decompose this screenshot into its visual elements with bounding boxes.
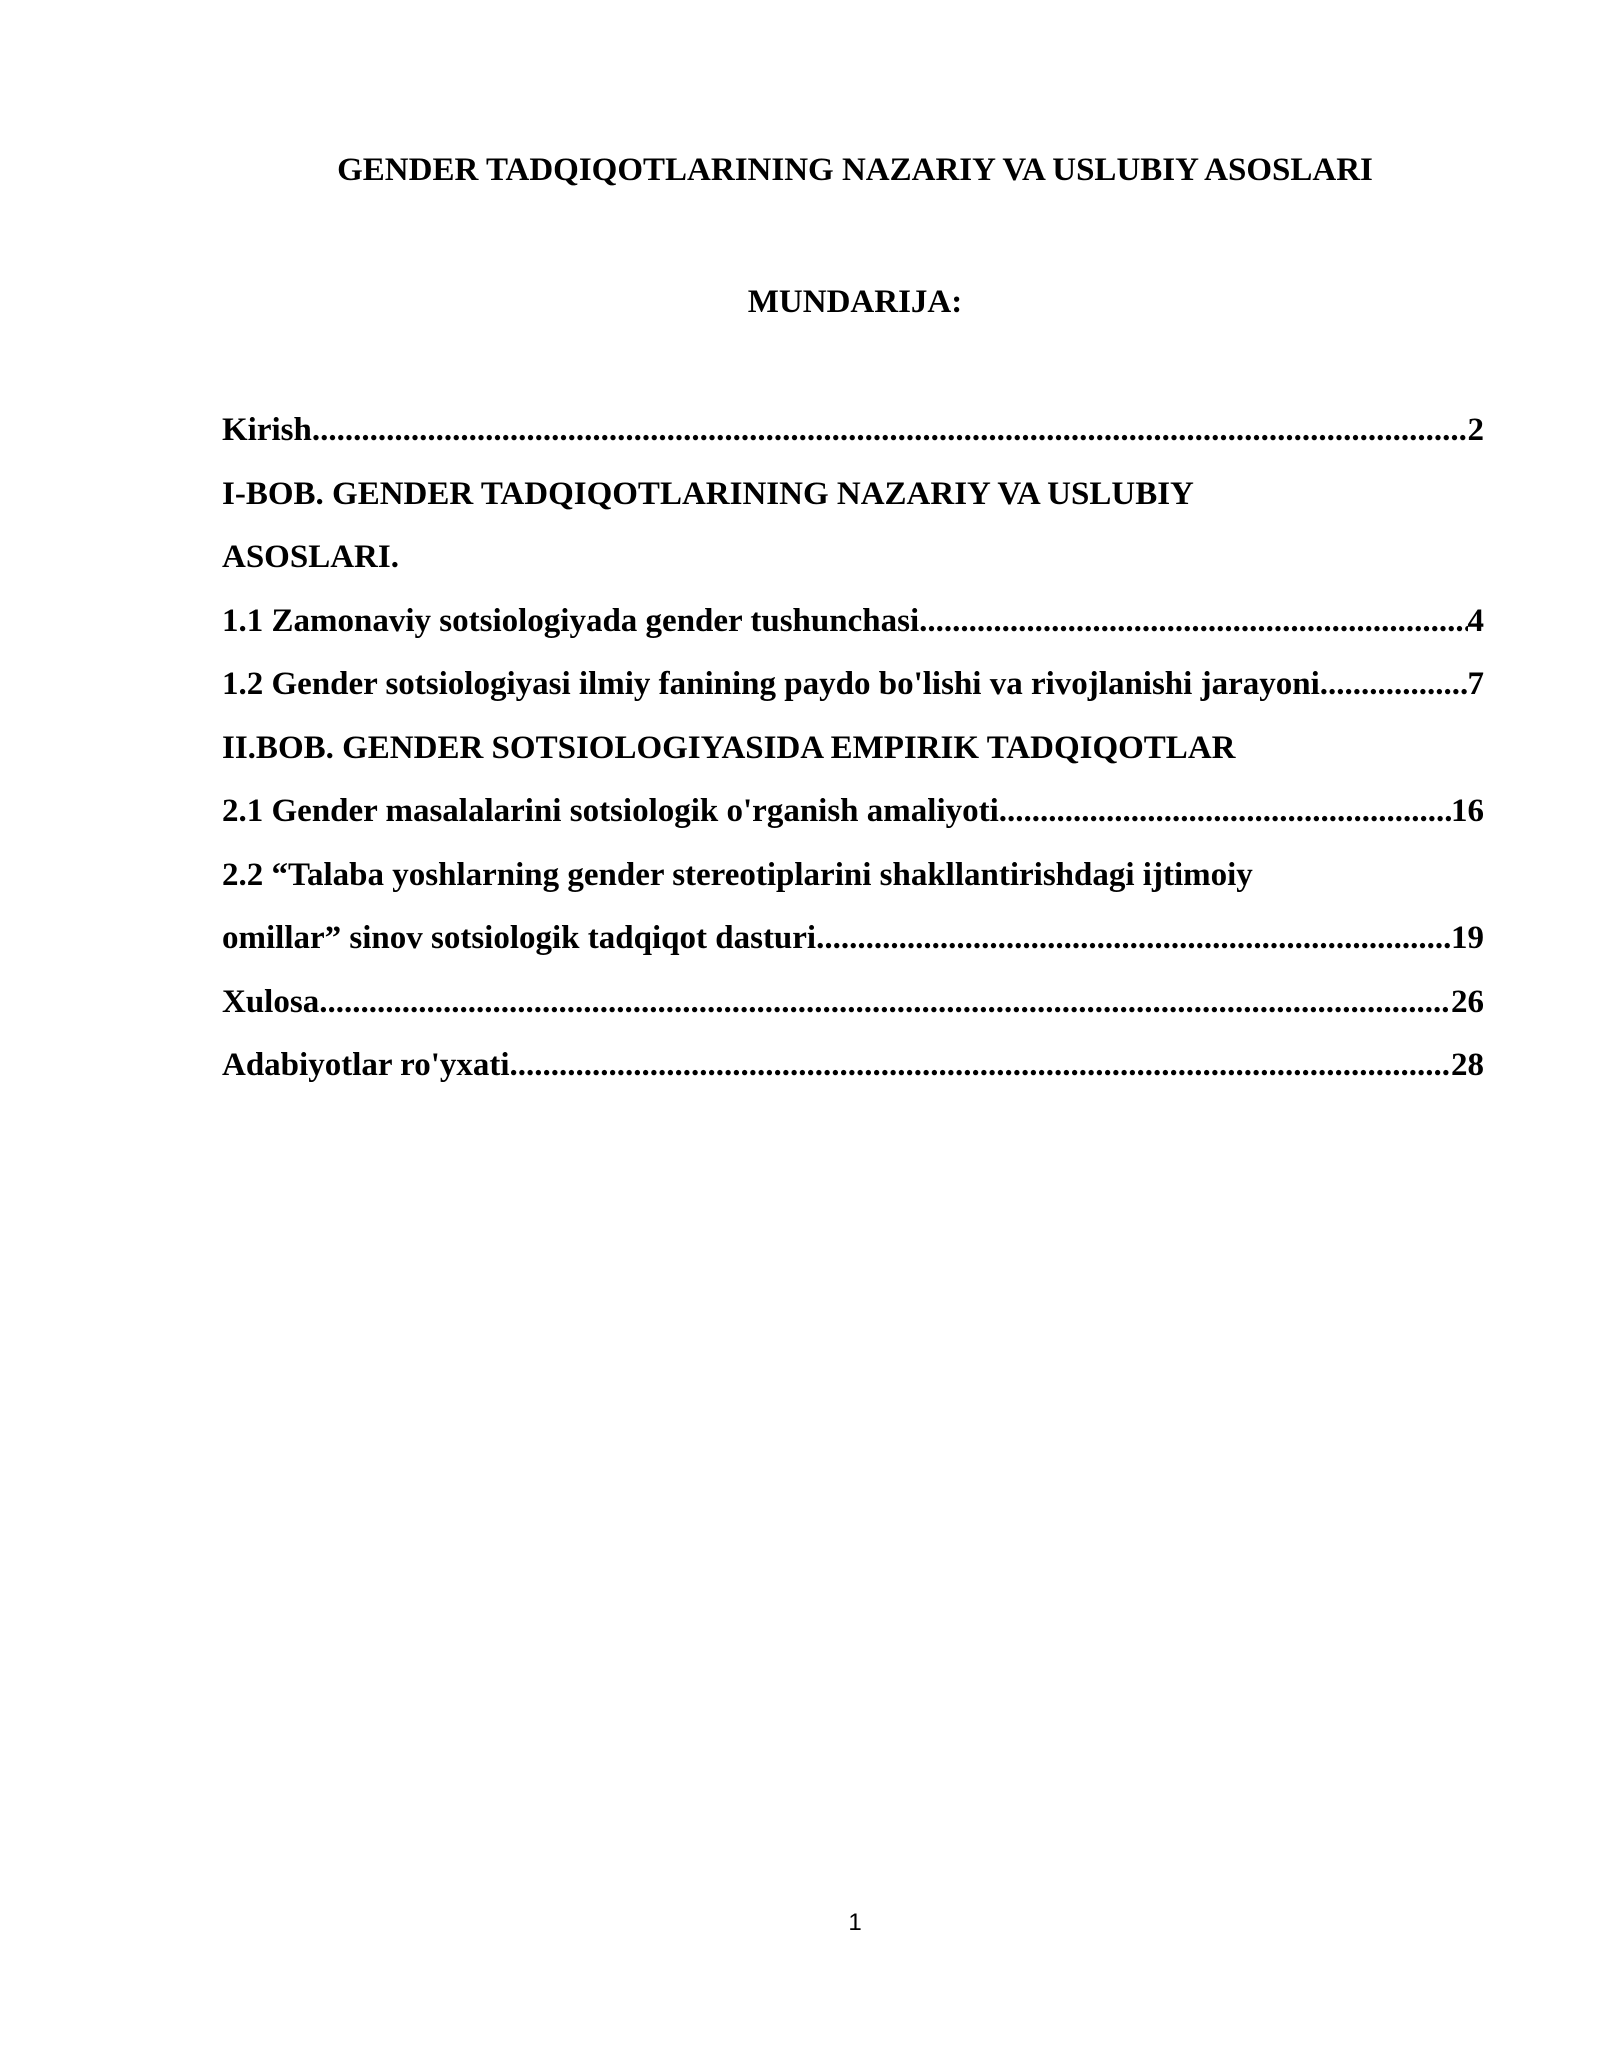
toc-entry-page: 4 — [1467, 602, 1484, 639]
toc-entry-chapter-1-cont — [222, 537, 1484, 601]
toc-entry-1-1 — [222, 601, 1484, 665]
page-number: 1 — [848, 1909, 862, 1936]
toc-entry-page: 16 — [1451, 793, 1484, 829]
page-number-wrap — [0, 1908, 1600, 1938]
toc-entry-label: 2.2 “Talaba yoshlarning gender stereotiplarini shakllantirishdagi ijtimoiy — [222, 856, 1253, 893]
toc-entry-1-2 — [222, 664, 1484, 728]
toc-entry-2-2-cont — [222, 918, 1484, 982]
toc-heading-wrap — [0, 282, 1600, 322]
toc-entry-label: Adabiyotlar ro'yxati — [222, 1047, 510, 1083]
toc-entry-label: 2.1 Gender masalalarini sotsiologik o'rganish amaliyoti — [222, 793, 999, 829]
toc-entry-label: ASOSLARI. — [222, 539, 399, 575]
toc-dot-leader — [919, 601, 1467, 641]
toc-entry-chapter-2 — [222, 728, 1484, 792]
toc-entry-page: 26 — [1451, 983, 1484, 1020]
toc-dot-leader — [319, 982, 1451, 1022]
toc-entry-2-1 — [222, 791, 1484, 855]
toc-entry-page: 19 — [1451, 920, 1484, 956]
toc-entry-label: Kirish — [222, 412, 312, 448]
toc-dot-leader — [816, 918, 1451, 958]
table-of-contents — [222, 410, 1484, 1109]
toc-entry-label: omillar” sinov sotsiologik tadqiqot dasturi — [222, 920, 817, 956]
toc-entry-label: 1.1 Zamonaviy sotsiologiyada gender tushunchasi — [222, 602, 920, 639]
toc-entry-label: II.BOB. GENDER SOTSIOLOGIYASIDA EMPIRIK TADQIQOTLAR — [222, 729, 1236, 766]
toc-dot-leader — [312, 410, 1468, 450]
document-title: GENDER TADQIQOTLARINING NAZARIY VA USLUBIY ASOSLARI — [337, 152, 1373, 188]
toc-entry-page: 7 — [1467, 666, 1484, 702]
toc-entry-2-2 — [222, 855, 1484, 919]
document-title-wrap — [0, 150, 1600, 190]
toc-dot-leader — [510, 1045, 1451, 1085]
toc-entry-chapter-1 — [222, 474, 1484, 538]
toc-entry-label: I-BOB. GENDER TADQIQOTLARINING NAZARIY VA USLUBIY — [222, 475, 1194, 512]
toc-entry-kirish — [222, 410, 1484, 474]
toc-entry-page: 2 — [1467, 412, 1484, 448]
toc-entry-label: Xulosa — [222, 983, 320, 1020]
toc-heading: MUNDARIJA: — [747, 284, 963, 320]
toc-entry-xulosa — [222, 982, 1484, 1046]
toc-entry-page: 28 — [1451, 1047, 1484, 1083]
toc-entry-adabiyotlar — [222, 1045, 1484, 1109]
toc-entry-label: 1.2 Gender sotsiologiyasi ilmiy fanining paydo bo'lishi va rivojlanishi jarayoni — [222, 666, 1320, 702]
toc-dot-leader — [1320, 664, 1468, 704]
toc-dot-leader — [999, 791, 1451, 831]
